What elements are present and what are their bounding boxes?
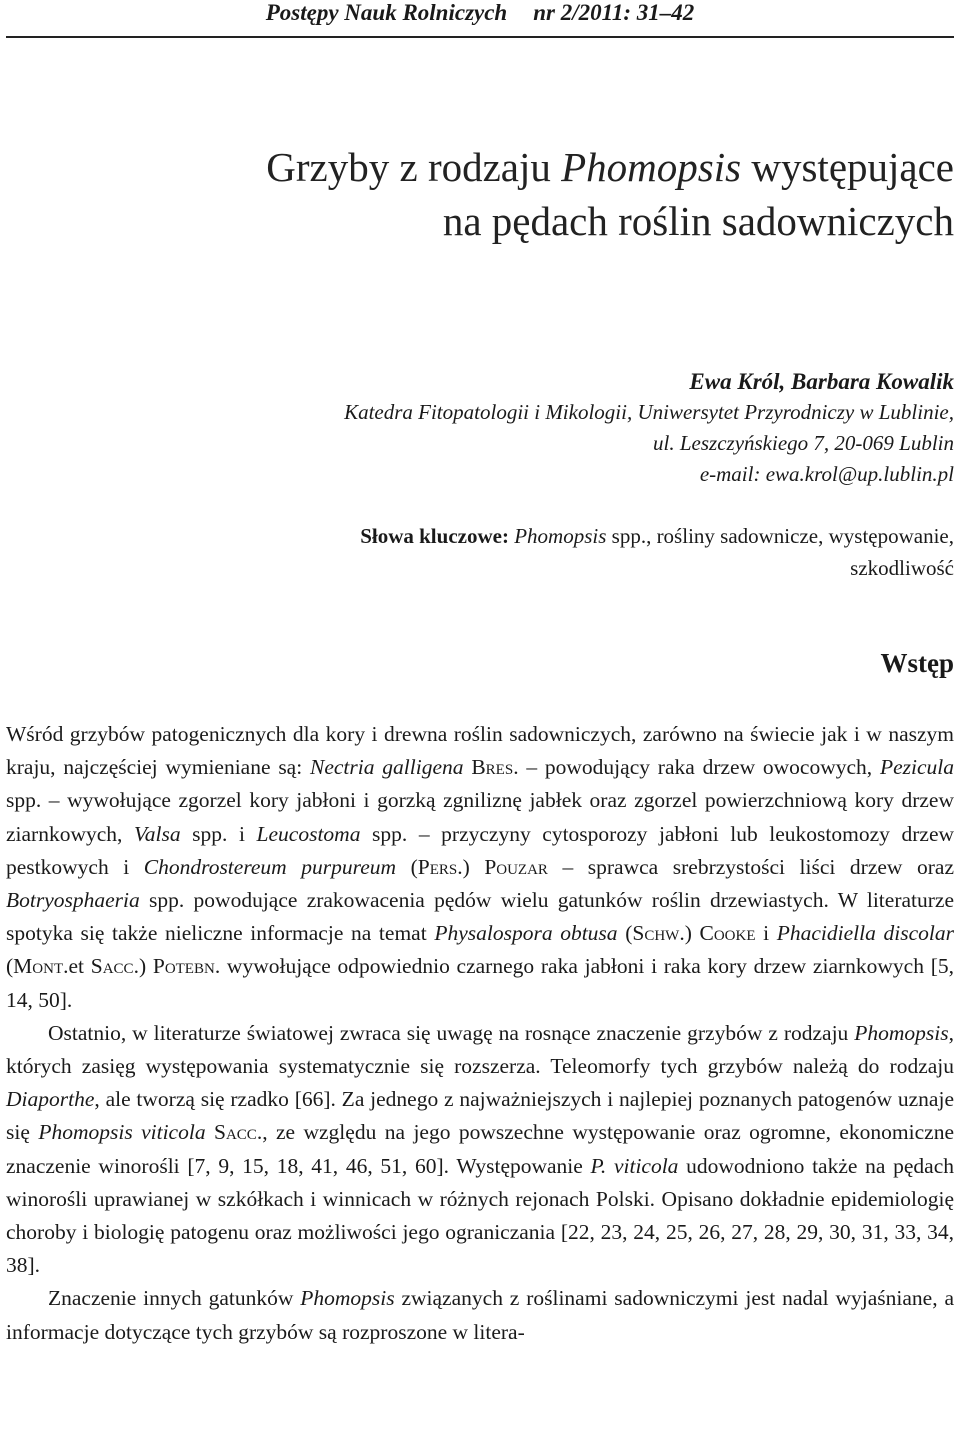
italic-text: Nectria galligena — [310, 755, 464, 780]
paragraph-1 — [6, 718, 954, 1017]
authors-block — [54, 366, 954, 490]
text-run: .) — [133, 954, 153, 979]
italic-text: Phacidiella discolar — [776, 921, 954, 946]
paragraph-2 — [6, 1017, 954, 1283]
paragraph-3 — [6, 1282, 954, 1348]
author-names: Ewa Król, Barbara Kowalik — [689, 369, 954, 394]
italic-text: Chondrostereum purpureum — [143, 854, 397, 879]
small-caps-text: Mont — [13, 954, 64, 979]
text-run: , ale tworzą się rzadko [66]. Za jednego z najważniejszych i najlepiej poznanych patogenów uznaje się — [6, 1087, 954, 1145]
italic-text: Phomopsis — [300, 1286, 395, 1311]
text-run: .et — [63, 954, 91, 979]
italic-text: Diaporthe — [6, 1087, 95, 1112]
keywords-text: spp., rośliny sadownicze, występowanie, — [606, 524, 954, 548]
paper-title — [54, 140, 954, 248]
small-caps-text: Sacc — [90, 954, 134, 979]
text-run: spp. – przyczyny cytosporozy jabłoni lub leukostomozy drzew pestkowych i — [6, 821, 955, 879]
text-run: spp. powodujące zrakowacenia pędów wielu gatunków roślin drzewiastych. W literaturze spotyka się także nieliczne informacje na temat — [6, 888, 954, 946]
italic-text: Pezicula — [879, 755, 955, 780]
small-caps-text: Potebn — [152, 954, 215, 979]
affiliation: Katedra Fitopatologii i Mikologii, Uniwersytet Przyrodniczy w Lublinie, — [344, 400, 954, 424]
running-header — [0, 0, 960, 26]
text-run: ( — [6, 954, 14, 979]
text-run: Wśród grzybów patogenicznych dla kory i drewna roślin sadowniczych, zarówno na świecie jak i w naszym kraju, najczęściej wymieniane są: — [6, 722, 954, 780]
small-caps-text: Pers — [417, 854, 458, 879]
text-run: .) — [457, 854, 485, 879]
text-run — [206, 1120, 214, 1144]
body-text — [6, 718, 954, 1349]
italic-text: Valsa — [134, 821, 181, 846]
text-run: Znaczenie innych gatunków — [48, 1286, 301, 1311]
text-run: .) — [679, 921, 700, 946]
keywords-label: Słowa kluczowe: — [360, 524, 515, 548]
text-run: ( — [396, 854, 418, 879]
keywords-line2: szkodliwość — [850, 556, 954, 580]
italic-text: Botryosphaeria — [6, 888, 140, 913]
title-part1: Grzyby z rodzaju — [266, 144, 562, 190]
text-run: związanych z roślinami sadowniczymi jest nadal wyjaśniane, a informacje dotyczące tych grzybów są rozproszone w litera- — [6, 1286, 954, 1344]
journal-name: Postępy Nauk Rolniczych — [265, 0, 508, 25]
italic-text: Physalospora obtusa — [434, 921, 618, 946]
small-caps-text: Bres — [471, 755, 514, 780]
text-run: i — [755, 921, 777, 946]
address: ul. Leszczyńskiego 7, 20-069 Lublin — [653, 431, 954, 455]
small-caps-text: Sacc — [214, 1120, 257, 1145]
italic-text: Leucostoma — [256, 821, 361, 846]
italic-text: Phomopsis viticola — [38, 1120, 206, 1145]
small-caps-text: Pouzar — [484, 854, 548, 879]
text-run: Ostatnio, w literaturze światowej zwraca się uwagę na rosnące znaczenie grzybów z rodzaju — [48, 1020, 855, 1045]
text-run: spp. – wywołujące zgorzel kory jabłoni i gorzką zgniliznę jabłek oraz zgorzel powierzchniową kory drzew ziarnkowych, — [6, 788, 954, 846]
text-run: . – powodujący raka drzew owocowych, — [513, 755, 880, 780]
email: e-mail: ewa.krol@up.lublin.pl — [699, 462, 954, 486]
keywords — [54, 520, 954, 584]
text-run: ., ze względu na jego powszechne występowanie oraz ogromne, ekonomiczne znaczenie winorośli [7, 9, 15, 18, 41, 46, 51, 60]. Występowanie — [6, 1120, 955, 1178]
text-run: spp. i — [180, 821, 257, 846]
small-caps-text: Schw — [632, 921, 680, 946]
text-run: , których zasięg występowania systematycznie się rozszerza. Teleomorfy tych grzybów należą do rodzaju — [6, 1020, 954, 1079]
header-rule — [6, 36, 954, 38]
title-part2: występujące — [741, 144, 954, 190]
italic-text: Phomopsis — [854, 1020, 949, 1045]
keywords-genus: Phomopsis — [514, 524, 607, 548]
italic-text: P. viticola — [590, 1153, 679, 1178]
title-genus: Phomopsis — [561, 144, 742, 190]
text-run: ( — [617, 921, 633, 946]
text-run: – sprawca srebrzystości liści drzew oraz — [547, 854, 955, 879]
section-heading: Wstęp — [880, 648, 954, 678]
issue-info: nr 2/2011: 31–42 — [533, 0, 695, 25]
title-line2: na pędach roślin sadowniczych — [442, 198, 954, 244]
text-run: udowodniono także na pędach winorośli uprawianej w szkółkach i winnicach w różnych rejonach Polski. Opisano dokładnie epidemiologię choroby i biologię patogenu oraz możliwości jego ograniczania [22, 23, 24, 25, 26, 27, 28, 29, 30, 31, 33, 34, 38]. — [6, 1153, 954, 1278]
text-run: . wywołujące odpowiednio czarnego raka jabłoni i raka kory drzew ziarnkowych [5, 14, 50]. — [6, 954, 954, 1012]
small-caps-text: Cooke — [699, 921, 756, 946]
